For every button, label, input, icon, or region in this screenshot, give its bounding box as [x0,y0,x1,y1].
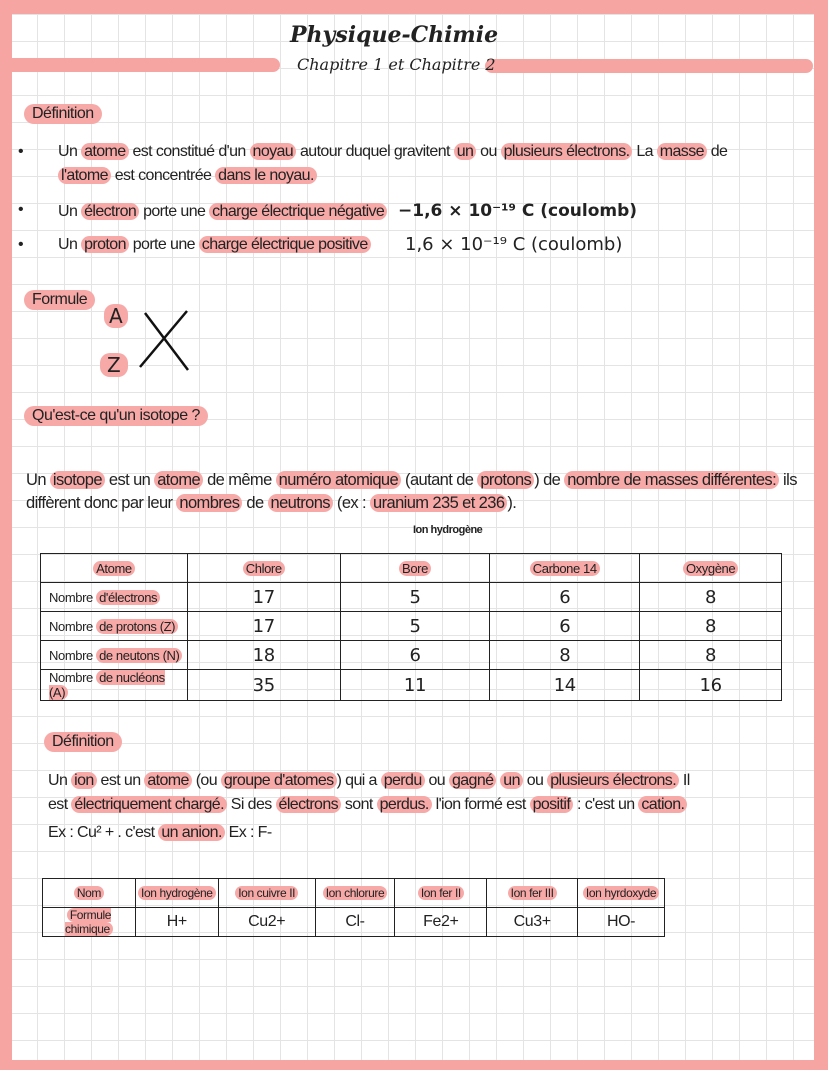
column-header-cell [490,554,640,583]
definition2-heading: Définition [44,732,122,752]
text: ou [424,772,449,789]
highlighted-text: charge électrique négative [209,203,387,220]
highlighted-text: groupe d'atomes [221,772,337,789]
proton-charge-value: 1,6 × 10⁻¹⁹ C (coulomb) [405,234,623,255]
text-line [58,236,371,254]
row-label-cell [41,670,188,701]
text: Ex : Cu² + . c'est [48,824,159,841]
row-label-cell [43,908,136,937]
table-value: 16 [699,674,722,696]
text: autour duquel gravitent [296,143,454,160]
definition-heading: Définition [24,104,102,124]
table-value: 35 [252,674,275,696]
highlighted-text: uranium 235 et 236 [370,494,507,512]
ion-formula: Cu3+ [513,913,551,930]
text: porte une [139,203,210,220]
table-value: 5 [409,586,421,608]
table-value-cell [187,583,340,612]
ion-name: Ion cuivre II [235,886,298,900]
highlighted-text: l'atome [58,167,111,184]
ion-formula-cell [218,908,315,937]
highlighted-text: gagné [449,772,497,789]
table-row [41,641,782,670]
ion-name: Ion hydrogène [138,886,216,900]
column-header-cell [187,554,340,583]
bullet: • [18,143,24,160]
text: Un [58,203,82,220]
ion-formula: Cu2+ [248,913,286,930]
text: est constitué d'un [128,143,250,160]
ion-formula-cell [578,908,665,937]
table-value-cell [187,641,340,670]
ion-name-cell [135,879,218,908]
highlighted-text: proton [81,236,129,253]
text: est un [104,471,155,489]
table-value: 6 [559,586,571,608]
highlighted-text: électriquement chargé. [71,796,227,813]
highlighted-text: dans le noyau. [215,167,317,184]
text-line [48,824,272,842]
title-bar-right [485,59,813,73]
text-line [26,471,797,490]
row-label-cell [41,612,188,641]
highlighted-text: un anion. [158,824,224,841]
formula-heading: Formule [24,290,95,310]
formula-mass-number: A [104,304,128,328]
text-line [58,167,317,185]
row-label-cell [41,583,188,612]
table-value: 5 [409,615,421,637]
highlighted-text: perdus. [377,796,432,813]
highlighted-text: cation. [638,796,687,813]
highlighted-text: ion [71,772,97,789]
highlighted-text: neutrons [268,494,333,512]
text: Ex : F- [224,824,272,841]
table-value-cell [340,670,490,701]
ion-formula: Fe2+ [423,913,459,930]
highlighted-text: protons [477,471,534,489]
bullet: • [18,201,24,218]
ion-name-cell [578,879,665,908]
table-value-cell [640,583,782,612]
ion-name: Ion chlorure [323,886,388,900]
column-header: Atome [93,561,135,576]
row-label-cell [43,879,136,908]
table-value-cell [490,641,640,670]
highlighted-text: électron [81,203,139,220]
highlighted-text: charge électrique positive [199,236,371,253]
table-value-cell [490,612,640,641]
text-line [48,796,687,814]
ion-name-cell [395,879,487,908]
highlighted-text: atome [144,772,191,789]
bullet: • [18,236,24,253]
text: (ex : [332,494,371,512]
table-value-cell [490,670,640,701]
table-value: 17 [252,586,275,608]
ion-formula: Cl- [345,913,365,930]
formula-element-symbol [135,305,195,375]
ion-name: Ion fer III [508,886,557,900]
row-label: Nombre [49,618,97,634]
ion-formula-cell [315,908,395,937]
ion-name-cell [487,879,578,908]
frame-top [0,0,828,14]
text: ou [522,772,548,789]
table-value: 8 [559,644,571,666]
text-line [26,494,516,513]
highlighted-text: isotope [50,471,105,489]
text: ) qui a [336,772,381,789]
table-value-cell [340,641,490,670]
table-value: 14 [553,674,576,696]
row-label: Nombre [49,670,97,685]
text-line [48,772,690,790]
table-row [41,670,782,701]
table-value: 6 [559,615,571,637]
table-value-cell [340,583,490,612]
text: Il [679,772,690,789]
formula-atomic-number: Z [100,353,128,377]
text: Un [58,236,82,253]
row-label-highlight: d'électrons [96,590,160,605]
page-subtitle: Chapitre 1 et Chapitre 2 [297,55,496,74]
column-header: Chlore [243,561,285,576]
highlighted-text: plusieurs électrons. [547,772,679,789]
text: de même [203,471,276,489]
highlighted-text: nombre de masses différentes: [564,471,779,489]
ion-name-cell [218,879,315,908]
table-value-cell [490,583,640,612]
text: de [706,143,728,160]
highlighted-text: atome [81,143,128,160]
highlighted-text: électrons [276,796,342,813]
highlighted-text: perdu [381,772,425,789]
atom-table [40,553,782,701]
highlighted-text: un [454,143,477,160]
column-header-cell [640,554,782,583]
highlighted-text: noyau [250,143,297,160]
text: Un [58,143,82,160]
table-row [43,879,665,908]
stray-label: Ion hydrogène [413,524,483,536]
table-header-row [41,554,782,583]
ion-formula-cell [487,908,578,937]
row-label-highlight: de protons (Z) [96,619,178,634]
frame-left [0,0,12,1070]
table-value-cell [640,670,782,701]
table-value: 8 [705,615,717,637]
text: l'ion formé est [431,796,530,813]
ion-name: Ion hyrdoxyde [583,886,659,900]
isotope-heading: Qu'est-ce qu'un isotope ? [24,406,208,426]
text: (autant de [401,471,478,489]
row-label: Nombre [49,647,97,663]
table-value-cell [187,612,340,641]
text: La [632,143,657,160]
text: porte une [128,236,199,253]
text: : c'est un [573,796,639,813]
table-value-cell [640,641,782,670]
row-label: Nombre [49,589,97,605]
table-value: 8 [705,644,717,666]
row-label: Formule chimique [65,908,112,936]
text: Un [48,772,72,789]
text: Si des [226,796,276,813]
frame-bottom [0,1060,828,1070]
highlighted-text: plusieurs électrons. [501,143,633,160]
ion-name: Ion fer II [418,886,464,900]
text: Un [26,471,50,489]
title-bar-left [0,58,280,72]
table-row [43,908,665,937]
table-value-cell [187,670,340,701]
text: est [48,796,72,813]
page-title: Physique-Chimie [290,22,499,48]
highlighted-text: numéro atomique [276,471,401,489]
ion-formula-cell [395,908,487,937]
text: sont [341,796,377,813]
column-header: Bore [399,561,431,576]
table-row [41,612,782,641]
row-label-highlight: de nucléons (A) [49,670,165,700]
text-line [58,203,387,221]
column-header-cell [41,554,188,583]
text: ) de [534,471,565,489]
text: (ou [191,772,221,789]
row-label: Nom [74,886,104,900]
table-value: 18 [252,644,275,666]
table-row [41,583,782,612]
ion-table [42,878,665,937]
highlighted-text: un [500,772,523,789]
text: est concentrée [110,167,216,184]
column-header: Oxygène [683,561,738,576]
text: est un [96,772,145,789]
frame-right [814,0,828,1070]
highlighted-text: nombres [176,494,242,512]
ion-formula-cell [135,908,218,937]
text: ils [779,471,797,489]
ion-name-cell [315,879,395,908]
text: ou [476,143,501,160]
column-header: Carbone 14 [530,561,600,576]
table-value: 8 [705,586,717,608]
ion-formula: HO- [606,913,636,930]
table-value: 6 [409,644,421,666]
column-header-cell [340,554,490,583]
table-value: 17 [252,615,275,637]
text: de [242,494,268,512]
row-label-highlight: de neutons (N) [96,648,182,663]
text-line [58,143,727,161]
highlighted-text: atome [154,471,203,489]
electron-charge-value: −1,6 × 10⁻¹⁹ C (coulomb) [398,201,638,221]
table-value-cell [340,612,490,641]
text: diffèrent donc par leur [26,494,177,512]
table-value: 11 [403,674,427,696]
ion-formula: H+ [166,913,187,930]
text: ). [507,494,517,512]
table-value-cell [640,612,782,641]
highlighted-text: positif [530,796,574,813]
row-label-cell [41,641,188,670]
highlighted-text: masse [657,143,707,160]
